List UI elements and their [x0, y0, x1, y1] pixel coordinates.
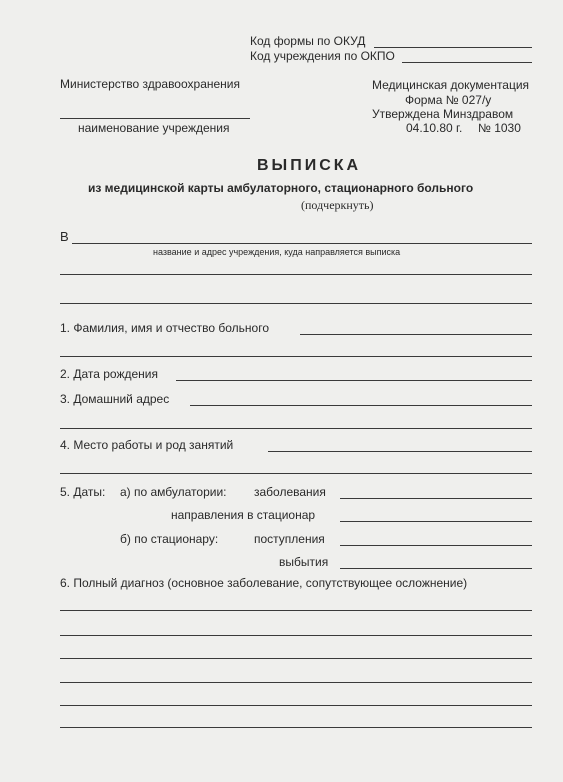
diagnosis-line-2[interactable] — [60, 635, 532, 636]
field-5b-label: б) по стационару: — [120, 532, 219, 546]
field-6-label: 6. Полный диагноз (основное заболевание, сопутствующее осложнение) — [60, 576, 468, 590]
birth-date-field[interactable] — [176, 380, 532, 381]
workplace-line-2[interactable] — [60, 473, 532, 474]
underline-note: (подчеркнуть) — [301, 198, 374, 212]
diagnosis-line-4[interactable] — [60, 682, 532, 683]
institution-field[interactable] — [60, 118, 250, 119]
okpo-label: Код учреждения по ОКПО — [250, 49, 395, 63]
diagnosis-line-3[interactable] — [60, 658, 532, 659]
recipient-line-2[interactable] — [60, 274, 532, 275]
admission-date-field[interactable] — [340, 545, 532, 546]
illness-date-label: заболевания — [254, 485, 326, 499]
field-3-label: 3. Домашний адрес — [60, 392, 170, 406]
ministry-label: Министерство здравоохранения — [60, 77, 240, 91]
approval-date: 04.10.80 г. — [406, 121, 463, 135]
field-5-label: 5. Даты: — [60, 485, 106, 499]
home-address-line-2[interactable] — [60, 428, 532, 429]
field-4-label: 4. Место работы и род занятий — [60, 438, 234, 452]
referral-date-field[interactable] — [340, 521, 532, 522]
field-2-label: 2. Дата рождения — [60, 367, 158, 381]
discharge-date-label: выбытия — [279, 555, 329, 569]
okud-label: Код формы по ОКУД — [250, 34, 366, 48]
diagnosis-line-6[interactable] — [60, 727, 532, 728]
recipient-line-3[interactable] — [60, 303, 532, 304]
patient-name-field[interactable] — [300, 334, 532, 335]
recipient-prefix: В — [60, 229, 69, 244]
med-doc-label: Медицинская документация — [372, 78, 530, 92]
okud-field[interactable] — [374, 47, 532, 48]
referral-date-label: направления в стационар — [171, 508, 316, 522]
document-title: ВЫПИСКА — [257, 157, 362, 174]
diagnosis-line-1[interactable] — [60, 610, 532, 611]
institution-caption: наименование учреждения — [78, 121, 230, 135]
diagnosis-line-5[interactable] — [60, 705, 532, 706]
workplace-field[interactable] — [268, 451, 532, 452]
okpo-field[interactable] — [402, 62, 532, 63]
field-1-label: 1. Фамилия, имя и отчество больного — [60, 321, 269, 335]
approval-number: № 1030 — [478, 121, 521, 135]
home-address-field[interactable] — [190, 405, 532, 406]
approved-label: Утверждена Минздравом — [372, 107, 514, 121]
illness-date-field[interactable] — [340, 498, 532, 499]
recipient-field[interactable] — [72, 243, 532, 244]
recipient-caption: название и адрес учреждения, куда направляется выписка — [153, 247, 401, 257]
document-subtitle: из медицинской карты амбулаторного, стационарного больного — [88, 181, 474, 195]
field-5a-label: а) по амбулатории: — [120, 485, 227, 499]
patient-name-line-2[interactable] — [60, 356, 532, 357]
form-number-label: Форма № 027/у — [405, 93, 492, 107]
discharge-date-field[interactable] — [340, 568, 532, 569]
admission-date-label: поступления — [254, 532, 325, 546]
